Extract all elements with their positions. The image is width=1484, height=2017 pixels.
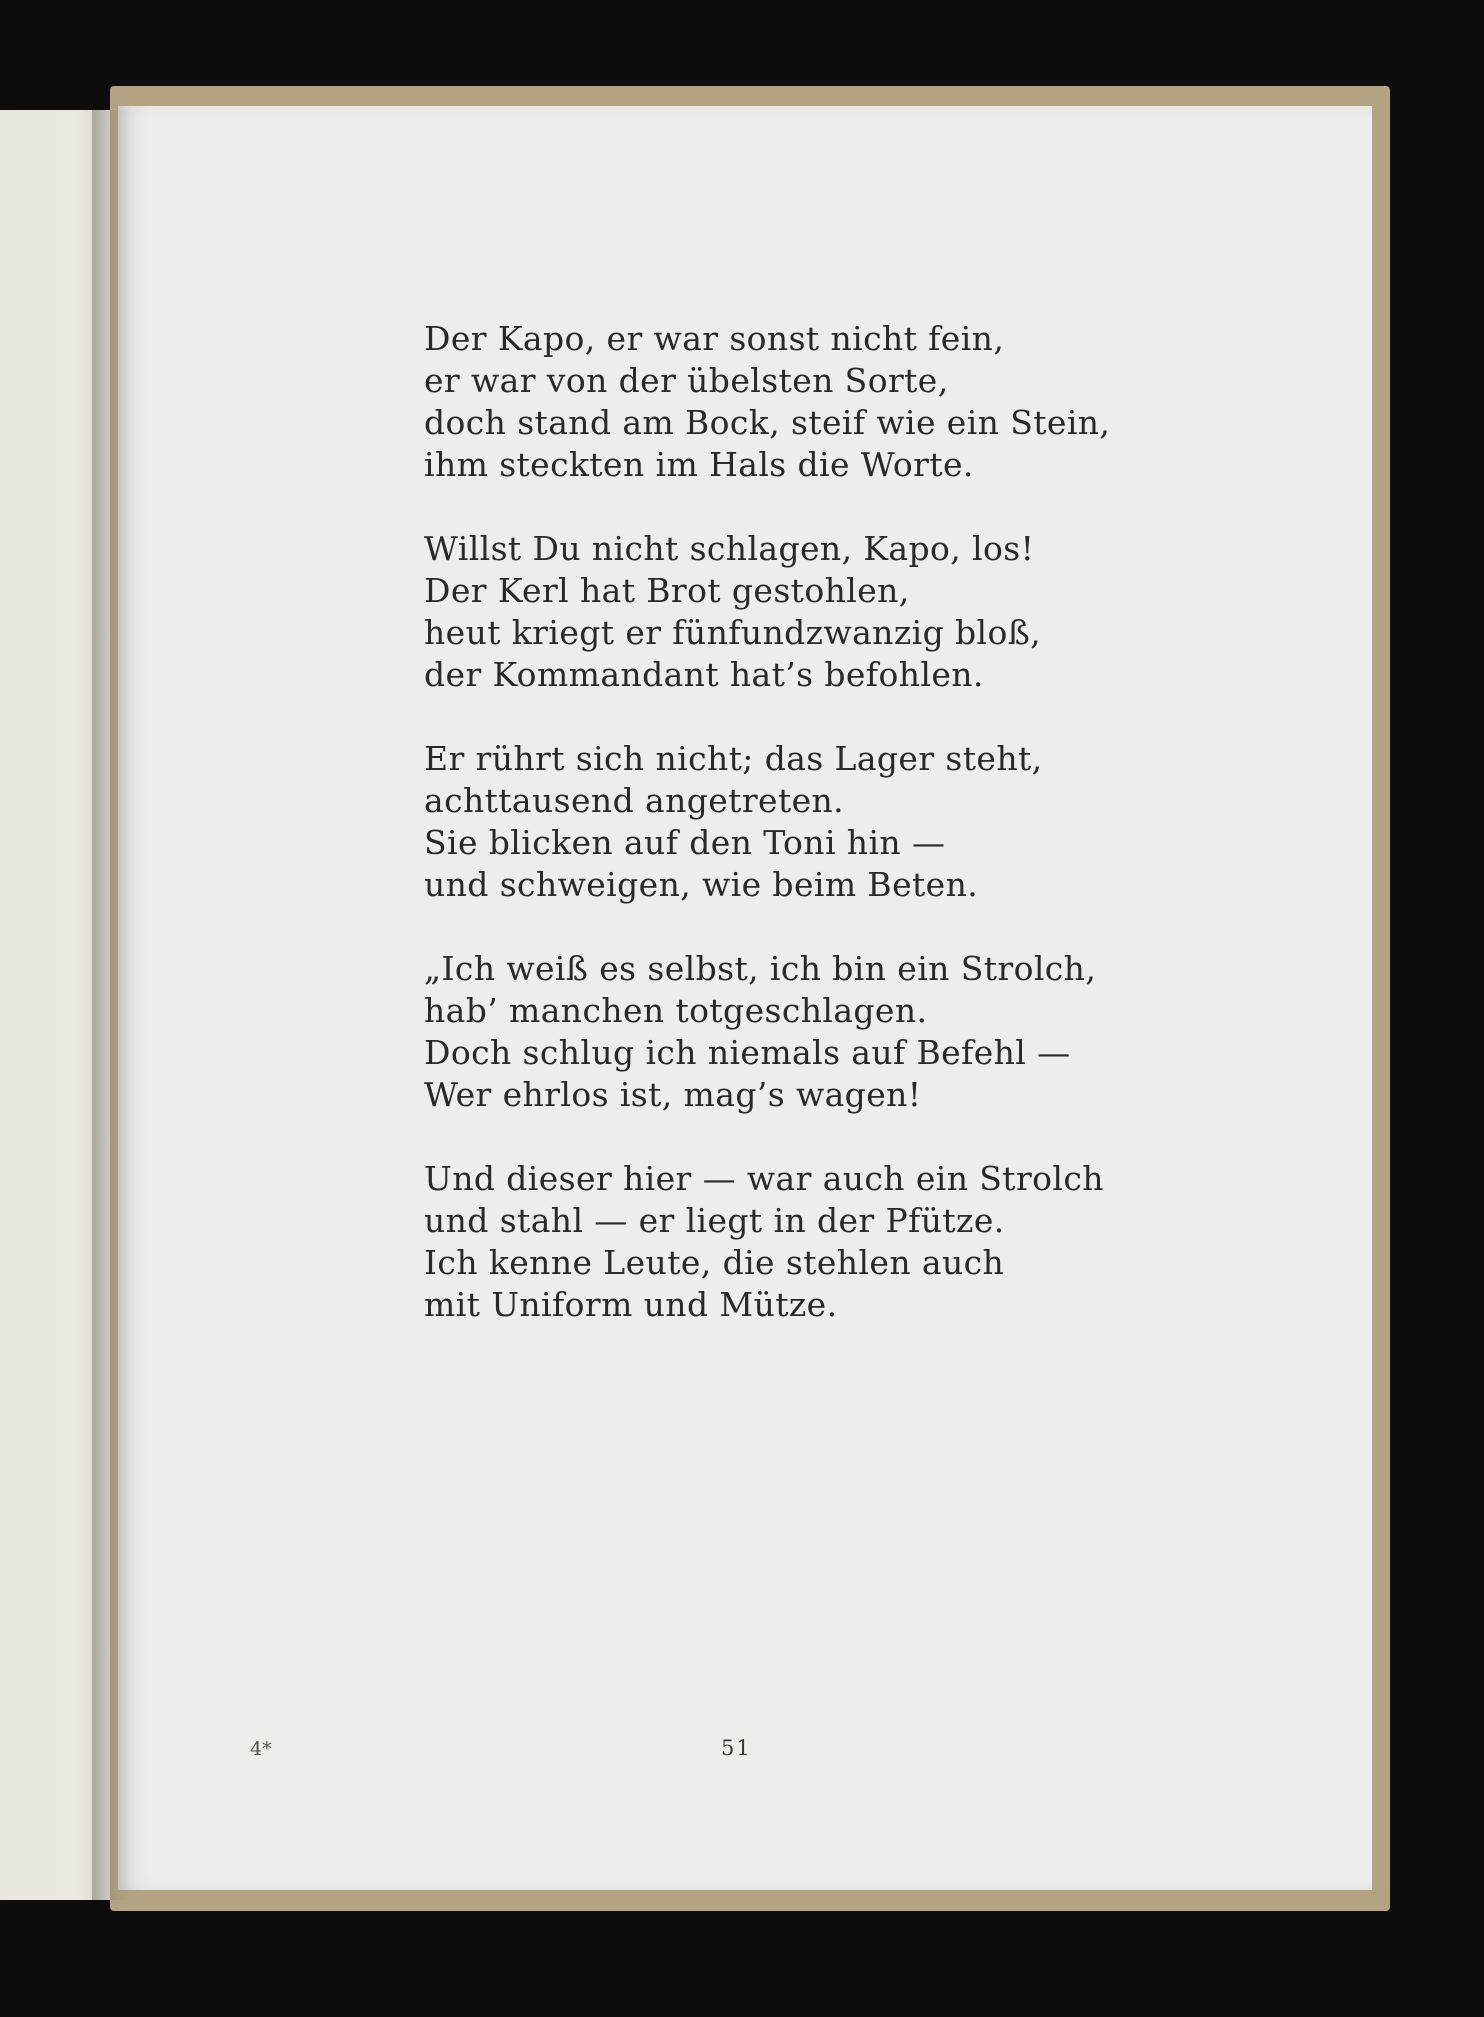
page-number: 51 [721,1736,752,1760]
poem-line: der Kommandant hat’s befohlen. [424,655,984,694]
right-page [118,106,1372,1890]
poem-line: mit Uniform und Mütze. [424,1285,838,1324]
poem-line: Er rührt sich nicht; das Lager steht, [424,739,1043,778]
poem-line: Ich kenne Leute, die stehlen auch [424,1243,1005,1282]
poem-text [424,318,1324,1368]
stanza-5 [424,1158,1324,1326]
poem-line: Und dieser hier — war auch ein Strolch [424,1159,1104,1198]
stanza-4 [424,948,1324,1116]
poem-line: und schweigen, wie beim Beten. [424,865,979,904]
poem-line: er war von der übelsten Sorte, [424,361,949,400]
stanza-3 [424,738,1324,906]
poem-line: Der Kerl hat Brot gestohlen, [424,571,910,610]
poem-line: „Ich weiß es selbst, ich bin ein Strolch, [424,949,1097,988]
poem-line: Sie blicken auf den Toni hin — [424,823,946,862]
poem-line: Doch schlug ich niemals auf Befehl — [424,1033,1071,1072]
poem-line: achttausend angetreten. [424,781,845,820]
poem-line: ihm steckten im Hals die Worte. [424,445,974,484]
book-gutter-shadow [92,110,132,1900]
poem-line: und stahl — er liegt in der Pfütze. [424,1201,1005,1240]
poem-line: Wer ehrlos ist, mag’s wagen! [424,1075,922,1114]
poem-line: hab’ manchen totgeschlagen. [424,991,928,1030]
stanza-2 [424,528,1324,696]
signature-mark: 4* [250,1738,272,1760]
stanza-1 [424,318,1324,486]
poem-line: Willst Du nicht schlagen, Kapo, los! [424,529,1035,568]
poem-line: doch stand am Bock, steif wie ein Stein, [424,403,1111,442]
poem-line: heut kriegt er fünfundzwanzig bloß, [424,613,1042,652]
poem-line: Der Kapo, er war sonst nicht fein, [424,319,1005,358]
